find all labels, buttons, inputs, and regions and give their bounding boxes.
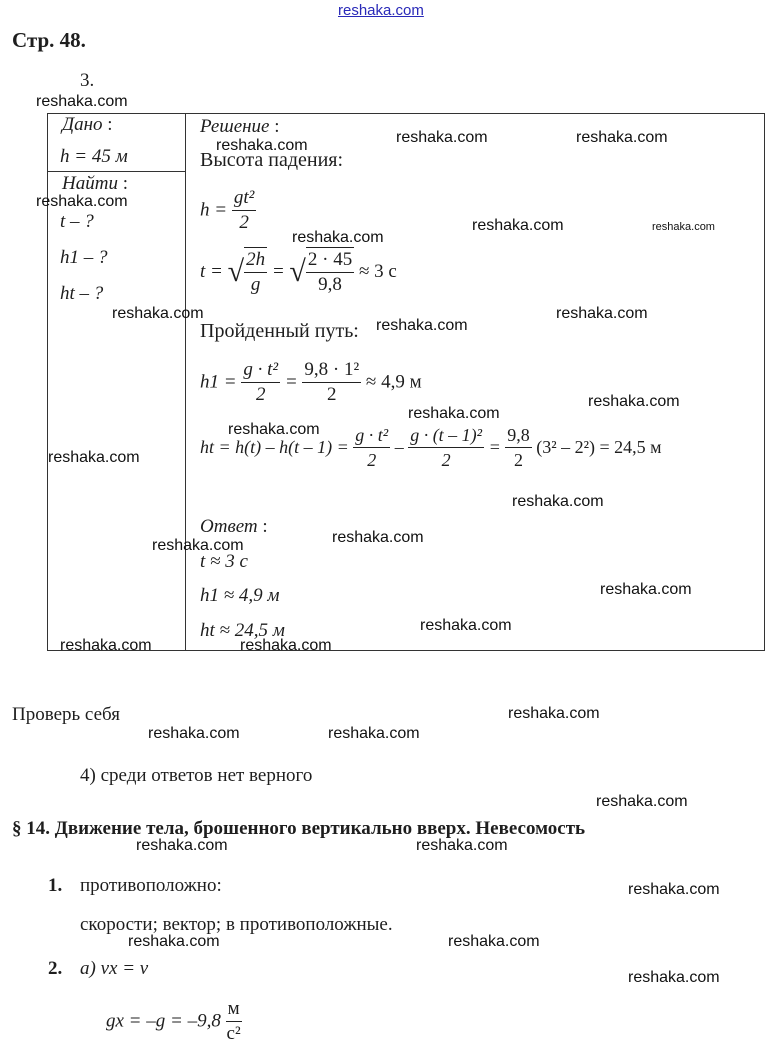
watermark: reshaka.com bbox=[472, 217, 564, 234]
item1-line2: скорости; вектор; в противоположные. bbox=[80, 914, 393, 935]
watermark: reshaka.com bbox=[148, 725, 240, 742]
watermark: reshaka.com bbox=[508, 705, 600, 722]
watermark: reshaka.com bbox=[420, 617, 512, 634]
formula-h: h = $\frac{\text{gt²}}{2}$ bbox=[200, 187, 255, 233]
task-number: 3. bbox=[80, 70, 95, 91]
site-link[interactable]: reshaka.com bbox=[338, 2, 424, 19]
item2-line1: а) vx = v bbox=[80, 958, 149, 979]
table-row-divider bbox=[47, 171, 186, 172]
watermark: reshaka.com bbox=[416, 837, 508, 854]
path-heading: Пройденный путь: bbox=[200, 320, 359, 342]
table-column-divider bbox=[185, 113, 186, 650]
answer-t: t ≈ 3 с bbox=[200, 551, 248, 572]
answer-ht: ht ≈ 24,5 м bbox=[200, 620, 285, 641]
find-label: Найти : bbox=[62, 173, 128, 194]
find-item-t: t – ? bbox=[60, 211, 94, 232]
watermark: reshaka.com bbox=[128, 933, 220, 950]
formula-h1: h1 = $\frac{\text{g · t²}}{2}$ = $\frac{\text{9,8 · 1²}}{2}$ ≈ 4,9 м bbox=[200, 359, 422, 405]
watermark: reshaka.com bbox=[36, 193, 128, 210]
watermark: reshaka.com bbox=[408, 405, 500, 422]
watermark: reshaka.com bbox=[292, 229, 384, 246]
section-title: § 14. Движение тела, брошенного вертикально вверх. Невесомость bbox=[12, 818, 586, 839]
page-title: Стр. 48. bbox=[12, 28, 86, 52]
watermark: reshaka.com bbox=[588, 393, 680, 410]
item2-number: 2. bbox=[48, 958, 63, 979]
check-heading: Проверь себя bbox=[12, 704, 120, 725]
watermark: reshaka.com bbox=[628, 881, 720, 898]
watermark: reshaka.com bbox=[48, 449, 140, 466]
check-answer: 4) среди ответов нет верного bbox=[80, 765, 313, 786]
watermark: reshaka.com bbox=[512, 493, 604, 510]
answer-h1: h1 ≈ 4,9 м bbox=[200, 585, 280, 606]
formula-t: t = √ $\frac{2h}{g}$ = √ $\frac{2 \cdot 45}{9,8}$ ≈ 3 с bbox=[200, 249, 397, 295]
watermark: reshaka.com bbox=[556, 305, 648, 322]
watermark: reshaka.com bbox=[216, 137, 308, 154]
find-item-ht: ht – ? bbox=[60, 283, 104, 304]
given-h: h = 45 м bbox=[60, 146, 128, 167]
answer-label: Ответ : bbox=[200, 516, 268, 537]
watermark: reshaka.com bbox=[652, 221, 715, 233]
height-heading: Высота падения: bbox=[200, 149, 344, 171]
watermark: reshaka.com bbox=[36, 93, 128, 110]
given-label: Дано : bbox=[62, 114, 113, 135]
watermark: reshaka.com bbox=[228, 421, 320, 438]
watermark: reshaka.com bbox=[240, 637, 332, 654]
watermark: reshaka.com bbox=[136, 837, 228, 854]
watermark: reshaka.com bbox=[596, 793, 688, 810]
watermark: reshaka.com bbox=[112, 305, 204, 322]
watermark: reshaka.com bbox=[576, 129, 668, 146]
watermark: reshaka.com bbox=[152, 537, 244, 554]
watermark: reshaka.com bbox=[332, 529, 424, 546]
find-item-h1: h1 – ? bbox=[60, 247, 108, 268]
formula-ht: ht = h(t) – h(t – 1) = $\frac{\text{g · t²}}{2}$ – $\frac{\text{g · (t – 1)²}}{2}$ = $\frac{9,8}{2}$ (3² – 2²) = 24,5 м bbox=[200, 425, 662, 470]
solution-label: Решение : bbox=[200, 116, 280, 137]
watermark: reshaka.com bbox=[60, 637, 152, 654]
watermark: reshaka.com bbox=[396, 129, 488, 146]
watermark: reshaka.com bbox=[328, 725, 420, 742]
watermark: reshaka.com bbox=[600, 581, 692, 598]
watermark: reshaka.com bbox=[448, 933, 540, 950]
item1-number: 1. bbox=[48, 875, 63, 896]
watermark: reshaka.com bbox=[628, 969, 720, 986]
watermark: reshaka.com bbox=[376, 317, 468, 334]
item1-line1: противоположно: bbox=[80, 875, 222, 896]
item2-line2: gx = –g = –9,8 $\frac{м}{\text{с²}}$ bbox=[106, 998, 241, 1044]
